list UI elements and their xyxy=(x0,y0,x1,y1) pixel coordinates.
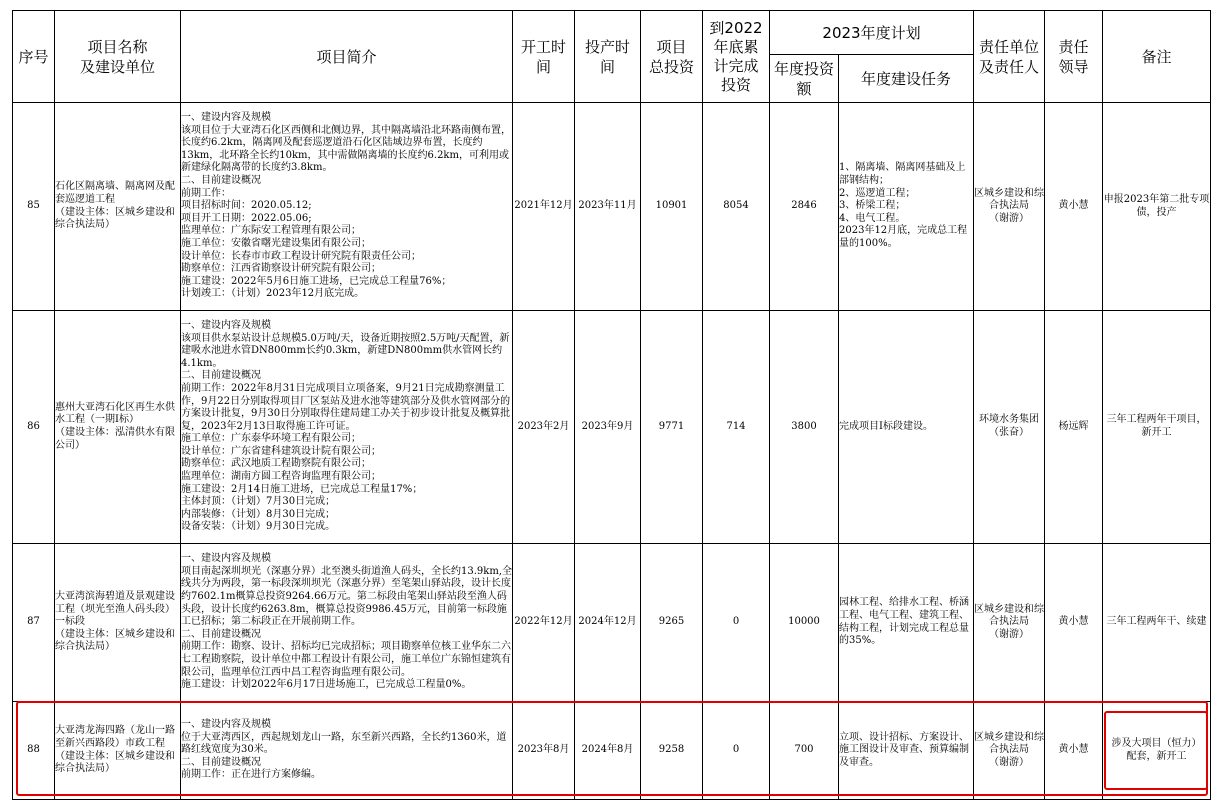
brief-line: 二、目前建设概况 xyxy=(181,370,261,382)
brief-line: 位于大亚湾西区，西起规划龙山一路，东至新兴西路，全长约1360米，道路红线宽度为30米。 xyxy=(181,731,507,756)
finish-cell: 2024年8月 xyxy=(575,702,641,800)
brief-line: 前期工作：2022年8月31日完成项目立项备案，9月21日完成勘察测量工作，9月22日分别取得项目厂区泵站及进水池等建筑部分及供水管网部分的方案设计批复，9月30日分别取得住建局建工办关于初步设计批复及概算批复，2023年2月13日取得施工许可证。 xyxy=(181,382,511,432)
total-cell: 9265 xyxy=(641,544,703,702)
table-row xyxy=(13,311,1211,544)
total-cell: 10901 xyxy=(641,103,703,311)
brief-line: 项目开工日期：2022.05.06; xyxy=(181,212,312,224)
brief-line: 施工单位：广东泰华环境工程有限公司； xyxy=(181,433,361,445)
header-annual-task: 年度建设任务 xyxy=(839,55,974,103)
table-row xyxy=(13,544,1211,702)
remark-cell: 申报2023年第二批专项债，投产 xyxy=(1103,103,1211,311)
cumulative-cell: 714 xyxy=(703,311,770,544)
name-unit-cell: 石化区隔离墙、隔离网及配套巡逻道工程 （建设主体：区城乡建设和综合执法局） xyxy=(55,103,181,311)
brief-line: 施工建设：计划2022年6月17日进场施工，已完成总工程量0%。 xyxy=(181,679,472,691)
table-row xyxy=(13,103,1211,311)
header-plan-group: 2023年度计划 xyxy=(770,11,974,55)
annual-invest-cell: 10000 xyxy=(770,544,839,702)
cumulative-cell: 0 xyxy=(703,702,770,800)
brief-line: 监理单位：广东际安工程管理有限公司； xyxy=(181,225,361,237)
annual-invest-cell: 2846 xyxy=(770,103,839,311)
header-total: 项目 总投资 xyxy=(641,11,703,103)
leader-cell: 杨远辉 xyxy=(1045,311,1103,544)
remark-cell: 涉及大项目（恒力）配套，新开工 xyxy=(1103,702,1211,800)
remark-cell: 三年工程两年干、续建 xyxy=(1103,544,1211,702)
annual-task-cell: 立项、设计招标、方案设计、施工图设计及审查、预算编制及审查。 xyxy=(839,702,974,800)
brief-cell xyxy=(181,103,513,311)
brief-line: 计划竣工：（计划）2023年12月底完成。 xyxy=(181,288,365,300)
brief-line: 勘察单位：武汉地质工程勘察院有限公司； xyxy=(181,458,371,470)
header-remark: 备注 xyxy=(1103,11,1211,103)
header-start: 开工时 间 xyxy=(513,11,575,103)
annual-task-cell: 园林工程、给排水工程、桥涵工程、电气工程、建筑工程、结构工程，计划完成工程总量的35%。 xyxy=(839,544,974,702)
start-cell: 2021年12月 xyxy=(513,103,575,311)
brief-line: 设计单位：长春市市政工程设计研究院有限责任公司； xyxy=(181,250,421,262)
responsible-cell: 区城乡建设和综合执法局 （谢游） xyxy=(974,702,1045,800)
start-cell: 2022年12月 xyxy=(513,544,575,702)
brief-line: 该项目供水泵站设计总规模5.0万吨/天，设备近期按照2.5万吨/天配置，新建吸水池进水管DN800mm长约0.3km，新建DN800mm供水管网长约4.1km。 xyxy=(181,332,510,369)
cumulative-cell: 8054 xyxy=(703,103,770,311)
header-cumulative: 到2022 年底累 计完成 投资 xyxy=(703,11,770,103)
brief-line: 项目南起深圳坝光（深惠分界）北至澳头街道渔人码头，全长约13.9km,全线共分为两段，第一标段深圳坝光（深惠分界）至笔架山驿站段，设计长度约7602.1m概算总投资9264.66万元。第二标段由笔架山驿站段至渔人码头段，设计长度约6263.8m，概算总投资9986.45万元，目前第一标段施工已招标；第二标段正在开展前期工作。 xyxy=(181,565,512,628)
total-cell: 9258 xyxy=(641,702,703,800)
annual-task-cell: 1、隔离墙、隔离网基础及上部钢结构； 2、巡逻道工程； 3、桥梁工程； 4、电气工程。 2023年12月底，完成总工程量的100%。 xyxy=(839,103,974,311)
brief-line: 该项目位于大亚湾石化区西侧和北侧边界，其中隔离墙沿北环路南侧布置，长度约6.2km，隔离网及配套巡逻道沿石化区陆域边界布置，长度约13km，北环路全长约10km，其中需做隔离墙的长度约6.2km，可利用或新建绿化隔离带的长度约3.8km。 xyxy=(181,124,511,174)
header-leader: 责任 领导 xyxy=(1045,11,1103,103)
seq-cell: 87 xyxy=(13,544,55,702)
table-row xyxy=(13,702,1211,800)
name-unit-cell: 惠州大亚湾石化区再生水供水工程（一期Ⅰ标） （建设主体：泓清供水有限公司） xyxy=(55,311,181,544)
brief-line: 一、建设内容及规模 xyxy=(181,112,271,124)
brief-line: 施工建设：2月14日施工进场，已完成总工程量17%； xyxy=(181,483,423,495)
brief-line: 施工建设：2022年5月6日施工进场，已完成总工程量76%； xyxy=(181,275,452,287)
leader-cell: 黄小慧 xyxy=(1045,103,1103,311)
brief-cell xyxy=(181,702,513,800)
cumulative-cell: 0 xyxy=(703,544,770,702)
brief-line: 一、建设内容及规模 xyxy=(181,319,271,331)
brief-line: 设备安装：（计划）9月30日完成。 xyxy=(181,521,336,533)
responsible-cell: 区城乡建设和综合执法局 （谢游） xyxy=(974,544,1045,702)
brief-line: 二、目前建设概况 xyxy=(181,756,261,768)
name-unit-cell: 大亚湾龙海四路（龙山一路至新兴西路段）市政工程 （建设主体：区城乡建设和综合执法局） xyxy=(55,702,181,800)
header-responsible: 责任单位 及责任人 xyxy=(974,11,1045,103)
brief-line: 二、目前建设概况 xyxy=(181,175,261,187)
name-unit-cell: 大亚湾滨海碧道及景观建设工程（坝光至渔人码头段）一标段 （建设主体：区城乡建设和综合执法局） xyxy=(55,544,181,702)
header-row-1 xyxy=(13,11,1211,55)
brief-line: 前期工作：勘察、设计、招标均已完成招标；项目勘察单位核工业华东二六七工程勘察院，设计单位中都工程设计有限公司，施工单位广东锦恒建筑有限公司，监理单位江西中昌工程咨询监理有限公司。 xyxy=(181,641,511,678)
finish-cell: 2023年9月 xyxy=(575,311,641,544)
brief-line: 前期工作： xyxy=(181,187,231,199)
project-table xyxy=(12,10,1211,800)
brief-cell xyxy=(181,544,513,702)
start-cell: 2023年8月 xyxy=(513,702,575,800)
leader-cell: 黄小慧 xyxy=(1045,702,1103,800)
seq-cell: 86 xyxy=(13,311,55,544)
annual-invest-cell: 3800 xyxy=(770,311,839,544)
brief-line: 监理单位：湖南方圆工程咨询监理有限公司； xyxy=(181,471,381,483)
start-cell: 2023年2月 xyxy=(513,311,575,544)
responsible-cell: 环境水务集团 （张奋） xyxy=(974,311,1045,544)
leader-cell: 黄小慧 xyxy=(1045,544,1103,702)
brief-line: 项目招标时间：2020.05.12; xyxy=(181,200,312,212)
brief-line: 前期工作：正在进行方案修编。 xyxy=(181,769,321,781)
seq-cell: 85 xyxy=(13,103,55,311)
annual-task-cell: 完成项目Ⅰ标段建设。 xyxy=(839,311,974,544)
annual-invest-cell: 700 xyxy=(770,702,839,800)
brief-line: 二、目前建设概况 xyxy=(181,628,261,640)
header-name-unit: 项目名称 及建设单位 xyxy=(55,11,181,103)
brief-line: 一、建设内容及规模 xyxy=(181,719,271,731)
brief-line: 设计单位：广东省建科建筑设计院有限公司； xyxy=(181,445,381,457)
finish-cell: 2024年12月 xyxy=(575,544,641,702)
header-brief: 项目简介 xyxy=(181,11,513,103)
brief-line: 一、建设内容及规模 xyxy=(181,553,271,565)
remark-cell: 三年工程两年干项目，新开工 xyxy=(1103,311,1211,544)
brief-line: 主体封顶：（计划）7月30日完成； xyxy=(181,496,336,508)
header-annual-invest: 年度投资 额 xyxy=(770,55,839,103)
brief-line: 施工单位：安徽省曙光建设集团有限公司； xyxy=(181,237,371,249)
responsible-cell: 区城乡建设和综合执法局 （谢游） xyxy=(974,103,1045,311)
seq-cell: 88 xyxy=(13,702,55,800)
brief-line: 内部装修：（计划）8月30日完成； xyxy=(181,508,336,520)
header-finish: 投产时 间 xyxy=(575,11,641,103)
total-cell: 9771 xyxy=(641,311,703,544)
brief-cell xyxy=(181,311,513,544)
brief-line: 勘察单位：江西省勘察设计研究院有限公司； xyxy=(181,263,381,275)
header-seq: 序号 xyxy=(13,11,55,103)
finish-cell: 2023年11月 xyxy=(575,103,641,311)
